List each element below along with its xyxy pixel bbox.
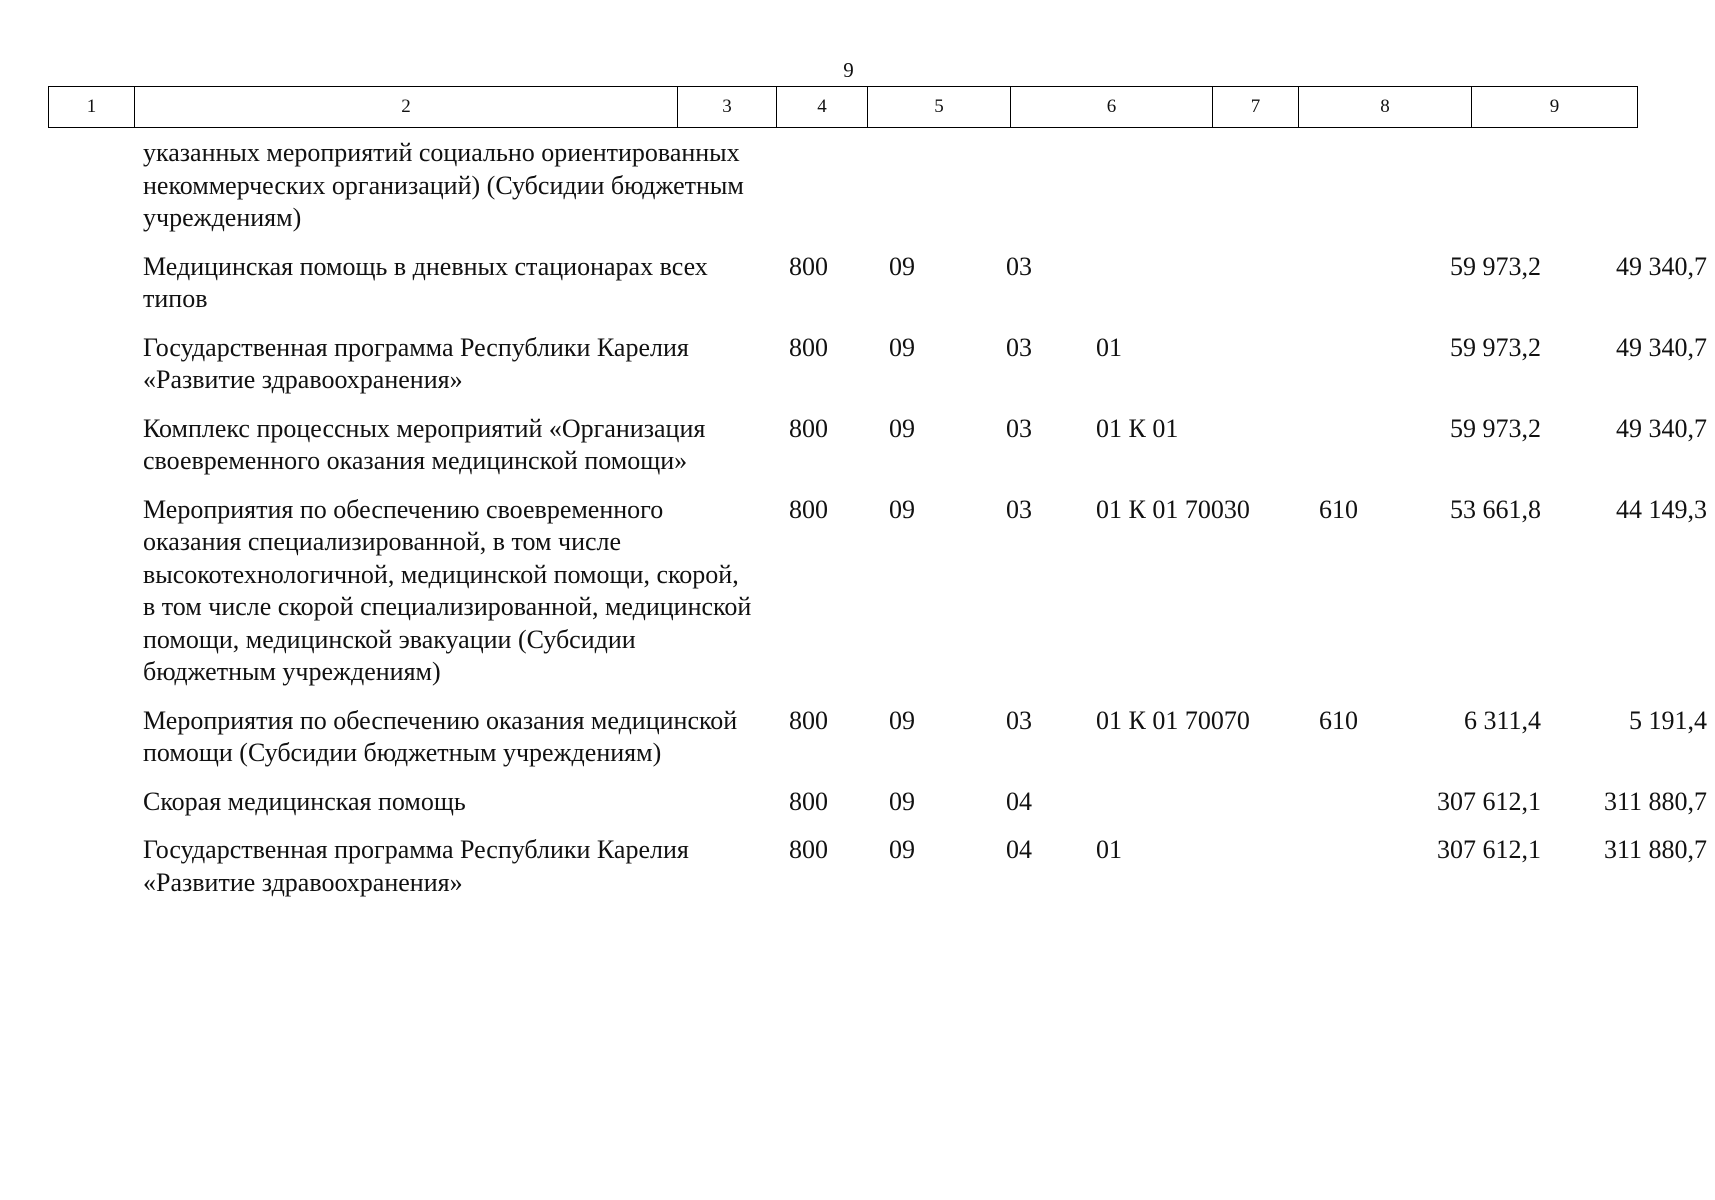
header-row (49, 87, 1638, 128)
row-expense-type (1301, 786, 1376, 835)
row-target-code (1088, 786, 1301, 835)
header-col-6: 6 (1011, 87, 1213, 128)
header-col-5: 5 (868, 87, 1011, 128)
budget-table (48, 137, 1715, 915)
row-expense-type: 610 (1319, 705, 1358, 735)
row-ministry: 800 (789, 786, 828, 816)
row-subsection: 04 (1006, 835, 1032, 864)
header-col-2: 2 (135, 87, 678, 128)
row-section: 09 (889, 705, 915, 735)
row-subsection: 03 (1006, 251, 1032, 281)
row-amount-1: 59 973,2 (1450, 332, 1541, 362)
header-col-7: 7 (1213, 87, 1299, 128)
row-section (854, 137, 950, 251)
table-row (48, 494, 1715, 705)
row-amount-1: 6 311,4 (1463, 705, 1541, 735)
row-amount-2: 49 340,7 (1616, 332, 1707, 362)
row-subsection: 04 (1006, 786, 1032, 816)
table-row (48, 834, 1715, 915)
row-subsection: 03 (1006, 705, 1032, 735)
row-target-code: 01 (1096, 332, 1122, 362)
row-section: 09 (889, 251, 915, 281)
row-amount-1: 59 973,2 (1450, 251, 1541, 281)
row-ministry: 800 (789, 835, 828, 864)
row-name: указанных мероприятий социально ориентированных некоммерческих организаций) (Субсидии бюджетным учреждениям) (143, 138, 744, 232)
row-amount-1: 59 973,2 (1450, 413, 1541, 443)
row-subsection: 03 (1006, 332, 1032, 362)
table-row (48, 332, 1715, 413)
row-ministry: 800 (789, 413, 828, 443)
table-row (48, 137, 1715, 251)
row-target-code: 01 К 01 70030 (1096, 494, 1250, 524)
row-name: Комплекс процессных мероприятий «Организация своевременного оказания медицинской помощи» (143, 413, 706, 475)
row-section: 09 (889, 835, 915, 864)
row-target-code (1088, 251, 1301, 332)
row-section: 09 (889, 494, 915, 524)
row-section: 09 (889, 332, 915, 362)
row-ministry: 800 (789, 494, 828, 524)
header-col-8: 8 (1299, 87, 1472, 128)
row-target-code (1088, 137, 1301, 251)
row-target-code: 01 (1096, 835, 1122, 864)
row-name: Государственная программа Республики Карелия «Развитие здравоохранения» (143, 835, 689, 897)
row-target-code: 01 К 01 (1096, 413, 1179, 443)
row-amount-2: 311 880,7 (1603, 835, 1707, 864)
row-name: Мероприятия по обеспечению своевременного оказания специализированной, в том числе высокотехнологичной, медицинской помощи, скорой, в том числе скорой специализированной, медицинской помощи, медицинской эвакуации (Субсидии бюджетным учреждениям) (143, 494, 752, 686)
row-ministry: 800 (789, 251, 828, 281)
row-expense-type (1301, 413, 1376, 494)
header-col-3: 3 (678, 87, 777, 128)
row-name: Медицинская помощь в дневных стационарах всех типов (143, 251, 708, 313)
row-amount-2: 44 149,3 (1616, 494, 1707, 524)
row-expense-type (1301, 137, 1376, 251)
row-ministry: 800 (789, 332, 828, 362)
header-col-4: 4 (777, 87, 868, 128)
row-amount-1 (1376, 137, 1549, 251)
row-expense-type (1301, 251, 1376, 332)
table-row (48, 413, 1715, 494)
row-name: Государственная программа Республики Карелия «Развитие здравоохранения» (143, 332, 689, 394)
row-amount-2: 311 880,7 (1603, 786, 1707, 816)
row-expense-type (1301, 332, 1376, 413)
row-subsection (950, 137, 1088, 251)
row-target-code: 01 К 01 70070 (1096, 705, 1250, 735)
row-ministry (763, 137, 854, 251)
row-subsection: 03 (1006, 494, 1032, 524)
row-amount-2: 5 191,4 (1629, 705, 1707, 735)
row-subsection: 03 (1006, 413, 1032, 443)
row-ministry: 800 (789, 705, 828, 735)
row-section: 09 (889, 413, 915, 443)
row-name: Мероприятия по обеспечению оказания медицинской помощи (Субсидии бюджетным учреждениям) (143, 705, 738, 767)
page-number: 9 (843, 58, 854, 82)
row-amount-1: 307 612,1 (1437, 786, 1541, 816)
header-col-1: 1 (49, 87, 135, 128)
row-amount-2: 49 340,7 (1616, 413, 1707, 443)
row-name: Скорая медицинская помощь (143, 786, 466, 816)
row-amount-2 (1549, 137, 1715, 251)
row-amount-1: 53 661,8 (1450, 494, 1541, 524)
table-row (48, 786, 1715, 835)
table-row (48, 705, 1715, 786)
row-expense-type: 610 (1319, 494, 1358, 524)
row-section: 09 (889, 786, 915, 816)
row-amount-2: 49 340,7 (1616, 251, 1707, 281)
table-row (48, 251, 1715, 332)
header-col-9: 9 (1472, 87, 1638, 128)
row-amount-1: 307 612,1 (1437, 835, 1541, 864)
row-expense-type (1301, 834, 1376, 915)
table-header (48, 86, 1638, 128)
